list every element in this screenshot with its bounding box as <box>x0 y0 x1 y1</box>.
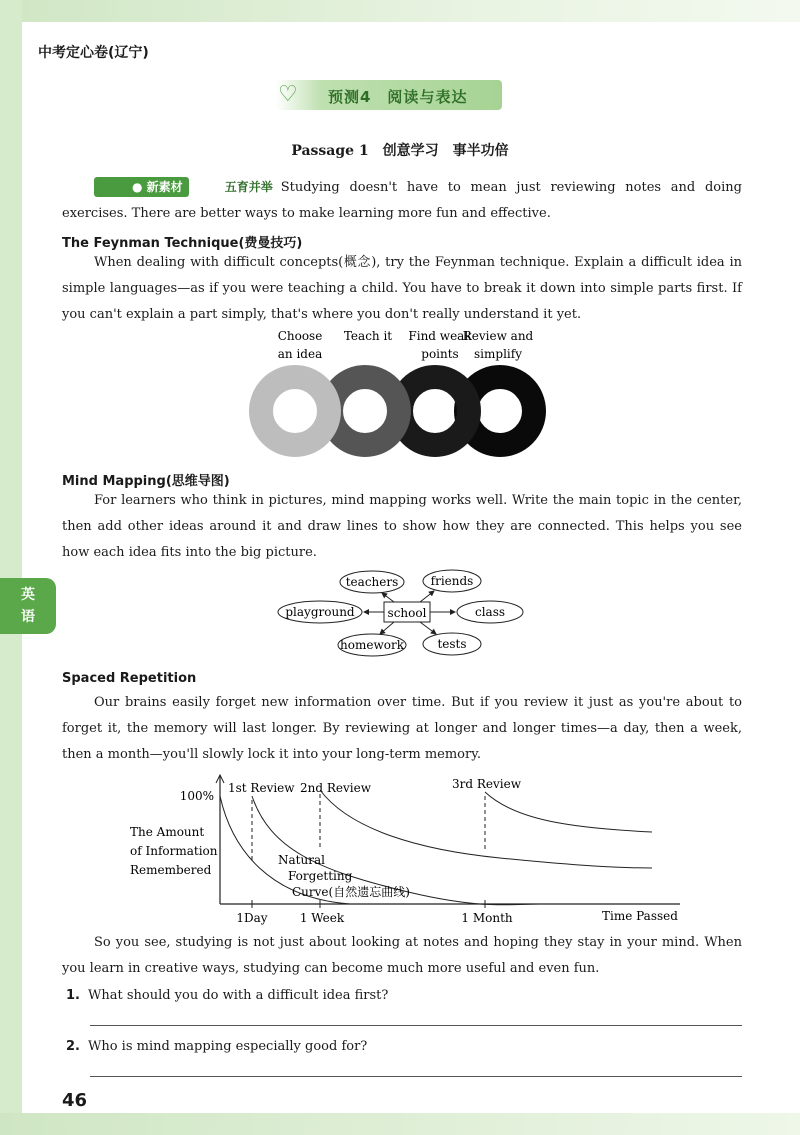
x-axis-label: Time Passed <box>602 909 678 923</box>
feynman-heading: The Feynman Technique(费曼技巧) <box>62 236 303 251</box>
passage-title: Passage 1 创意学习 事半功倍 <box>291 143 509 159</box>
intro-text: Studying doesn't have to mean just reviewing notes and doing exercises. There are better ways to make learning more fun and effective. <box>62 180 742 221</box>
arrow-tests <box>420 622 436 634</box>
bulb-icon: ● <box>132 180 143 194</box>
feynman-ring <box>401 377 469 445</box>
x-tick-label: 1 Week <box>299 911 345 925</box>
spaced-heading: Spaced Repetition <box>62 671 197 686</box>
answer-line-1[interactable] <box>90 1025 742 1026</box>
question-2 <box>66 1039 367 1054</box>
center-node-label: school <box>387 606 427 620</box>
conclusion-paragraph: So you see, studying is not just about looking at notes and hoping they stay in your mind. When you learn in creative ways, studying can become much more useful and even fun. <box>62 935 742 976</box>
curve-label: Forgetting <box>288 869 353 883</box>
y-axis-label: of Information <box>130 844 218 858</box>
question-number: 2. <box>66 1039 80 1054</box>
feynman-paragraph: When dealing with difficult concepts(概念), try the Feynman technique. Explain a difficult idea in simple languages—as if you were teaching a child. You have to break it down into simple parts first. If you can't explain a part simply, that's where you don't really understand it yet. <box>62 255 742 322</box>
review2-label: 2nd Review <box>300 781 371 795</box>
feynman-diagram <box>240 325 560 465</box>
page-number: 46 <box>62 1090 88 1111</box>
x-tick-label: 1 Month <box>461 911 513 925</box>
mind-map-heading: Mind Mapping(思维导图) <box>62 474 230 489</box>
arrow-homework <box>380 622 394 634</box>
node-friends-label: friends <box>430 574 474 588</box>
section-title: 预测4 阅读与表达 <box>328 88 468 106</box>
section-title-banner <box>276 80 502 110</box>
node-teachers-label: teachers <box>345 575 399 589</box>
question-text: What should you do with a difficult idea first? <box>87 988 389 1003</box>
feynman-ring <box>331 377 399 445</box>
book-title: 中考定心卷(辽宁) <box>38 45 149 61</box>
curve-label: Natural <box>278 853 325 867</box>
feynman-step-label: Teach it <box>343 329 393 343</box>
mind-map-diagram <box>270 566 540 662</box>
feynman-step-label: points <box>421 347 459 361</box>
y-axis-label: The Amount <box>130 825 205 839</box>
feynman-step-label: Choose <box>277 329 323 343</box>
subject-tab-line1: 英 <box>21 587 35 603</box>
top-decor-band <box>0 0 800 22</box>
curve-after-review3 <box>485 792 652 832</box>
arrow-teachers <box>382 593 394 602</box>
node-playground-label: playground <box>285 605 355 619</box>
feynman-ring <box>261 377 329 445</box>
question-1 <box>66 988 388 1003</box>
subject-tab-english[interactable] <box>0 578 56 634</box>
node-tests-label: tests <box>437 637 467 651</box>
bottom-decor-band <box>0 1113 800 1135</box>
subject-tab-line2: 语 <box>21 609 35 625</box>
review3-label: 3rd Review <box>452 777 521 791</box>
feynman-step-label: Review and <box>462 329 534 343</box>
mind-map-paragraph: For learners who think in pictures, mind mapping works well. Write the main topic in the center, then add other ideas around it and draw lines to show how they are connected. This helps you see how each idea fits into the big picture. <box>62 493 742 560</box>
badge-tag: 五育并举 <box>224 180 273 194</box>
x-tick-label: 1Day <box>236 911 268 925</box>
review1-label: 1st Review <box>228 781 295 795</box>
arrow-friends <box>420 591 434 602</box>
new-material-badge <box>94 177 189 197</box>
feynman-step-label: an idea <box>277 347 323 361</box>
node-homework-label: homework <box>340 638 404 652</box>
y-tick-label: 100% <box>179 789 214 803</box>
feynman-step-label: simplify <box>474 347 522 361</box>
badge-label: 新素材 <box>146 180 183 194</box>
y-axis-label: Remembered <box>130 863 212 877</box>
forgetting-curve-chart <box>120 770 690 930</box>
feynman-step-label: Find weak <box>408 329 472 343</box>
left-decor-band <box>0 0 22 1135</box>
answer-line-2[interactable] <box>90 1076 742 1077</box>
curve-label: Curve(自然遗忘曲线) <box>292 885 410 899</box>
intro-paragraph <box>62 174 742 227</box>
question-text: Who is mind mapping especially good for? <box>87 1039 368 1054</box>
heart-icon: ♡ <box>278 82 298 107</box>
question-number: 1. <box>66 988 80 1003</box>
node-class-label: class <box>474 605 506 619</box>
spaced-paragraph: Our brains easily forget new information over time. But if you review it just as you're about to forget it, the memory will last longer. By reviewing at longer and longer times—a day, then a week, then a month—you'll slowly lock it into your long-term memory. <box>62 695 742 762</box>
